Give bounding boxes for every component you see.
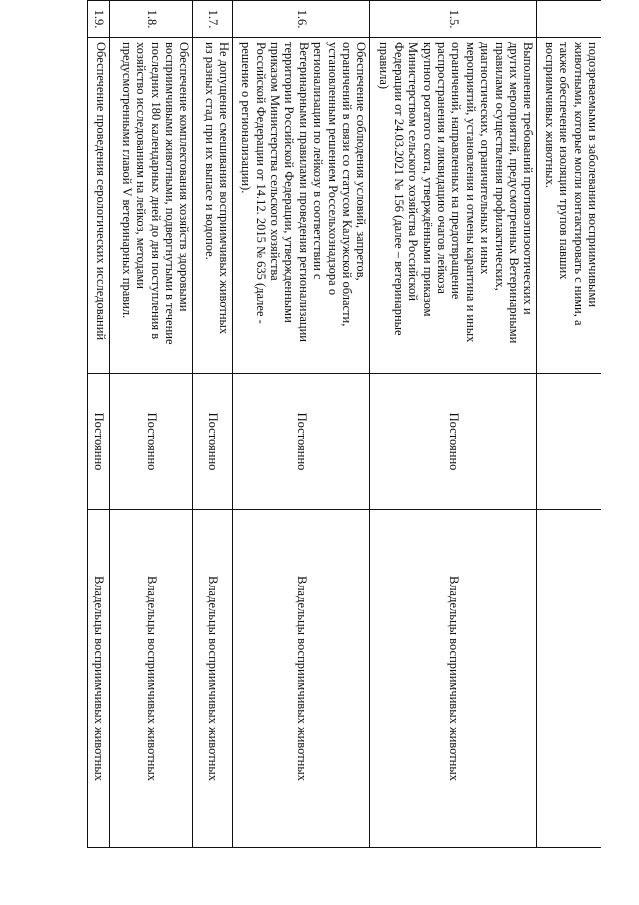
- text-line: подозреваемыми в заболевании восприимчивыми: [586, 42, 600, 308]
- text-line: распространения и ликвидацию очагов лейкоза: [435, 42, 450, 294]
- text-line: регионализации по лейкозу в соответствии с: [311, 42, 326, 280]
- term-cell: Постоянно: [233, 374, 370, 510]
- text-line: хозяйство исследованиям на лейкоз, методами: [134, 42, 149, 289]
- measure-text: [233, 38, 370, 374]
- text-line: также обеспечение изоляции трупов павших: [557, 42, 572, 280]
- text-line: ограничений в связи со статусом Калужской области,: [340, 42, 355, 327]
- text-line: диагностических, ограничительных и иных: [478, 42, 493, 275]
- text-line: Обеспечение проведения серологических исследований: [94, 42, 109, 341]
- responsible-cell: Владельцы восприимчивых животных: [233, 510, 370, 848]
- term-cell: Постоянно: [193, 374, 233, 510]
- table-row: [370, 1, 537, 848]
- text-line: животными, которые могли контактировать с ними, а: [571, 42, 586, 326]
- text-line: крупного рогатого скота, утверждёнными приказом: [420, 42, 435, 317]
- term-cell: Постоянно: [88, 374, 110, 510]
- row-number: [537, 1, 601, 38]
- text-line: Обеспечение соблюдения условий, запретов,: [354, 42, 369, 281]
- table-row: [193, 1, 233, 848]
- measures-table: [88, 0, 602, 848]
- text-line: Федерации от 24.03.2021 № 156 (далее – ветеринарные: [391, 42, 406, 336]
- row-number: 1.7.: [193, 1, 233, 38]
- text-line: решение о регионализации).: [239, 42, 254, 194]
- responsible-cell: Владельцы восприимчивых животных: [110, 510, 193, 848]
- term-cell: Постоянно: [370, 374, 537, 510]
- table-row: [88, 1, 110, 848]
- responsible-cell: [537, 510, 601, 848]
- measure-text: [370, 38, 537, 374]
- text-line: Обеспечение комплектования хозяйств здоровыми: [177, 42, 192, 312]
- text-line: других мероприятий, предусмотренных Ветеринарными: [507, 42, 522, 344]
- measure-text: [537, 38, 601, 374]
- responsible-cell: Владельцы восприимчивых животных: [88, 510, 110, 848]
- row-number: 1.8.: [110, 1, 193, 38]
- text-line: восприимчивыми животными, подвергнутыми в течение: [163, 42, 178, 345]
- text-line: Не допущение смешивания восприимчивых животных: [217, 42, 232, 335]
- text-line: установленным решением Россельхознадзора о: [325, 42, 340, 296]
- text-line: правила): [377, 42, 392, 90]
- table-row: [233, 1, 370, 848]
- table-row: [110, 1, 193, 848]
- text-line: правилами осуществления профилактических,: [492, 42, 507, 291]
- row-number: 1.9.: [88, 1, 110, 38]
- text-line: Ветеринарными правилами проведения регионализации: [296, 42, 311, 342]
- table-row: [537, 1, 601, 848]
- term-cell: Постоянно: [110, 374, 193, 510]
- measure-text: [110, 38, 193, 374]
- text-line: Министерством сельского хозяйства Российской: [406, 42, 421, 301]
- text-line: территории Российской Федерации, утвержденными: [282, 42, 297, 323]
- text-line: восприимчивых животных.: [542, 42, 557, 188]
- row-number: 1.6.: [233, 1, 370, 38]
- responsible-cell: Владельцы восприимчивых животных: [370, 510, 537, 848]
- measure-text: [88, 38, 110, 374]
- text-line: из разных стад при их выпасе и водопое.: [203, 42, 218, 260]
- text-line: Выполнение требований противоэпизоотических и: [521, 42, 536, 315]
- responsible-cell: Владельцы восприимчивых животных: [193, 510, 233, 848]
- measure-text: [193, 38, 233, 374]
- text-line: предусмотренными главой V ветеринарных правил.: [119, 42, 134, 319]
- text-line: мероприятий, установления и отмены карантина и иных: [463, 42, 478, 343]
- row-number: 1.5.: [370, 1, 537, 38]
- text-line: Российской Федерации от 14.12. 2015 № 635 (далее -: [253, 42, 268, 324]
- term-cell: [537, 374, 601, 510]
- text-line: последних 180 календарных дней до дня поступления в: [148, 42, 163, 340]
- text-line: приказом Министерства сельского хозяйства: [268, 42, 283, 281]
- text-line: ограничений, направленных на предотвращение: [449, 42, 464, 300]
